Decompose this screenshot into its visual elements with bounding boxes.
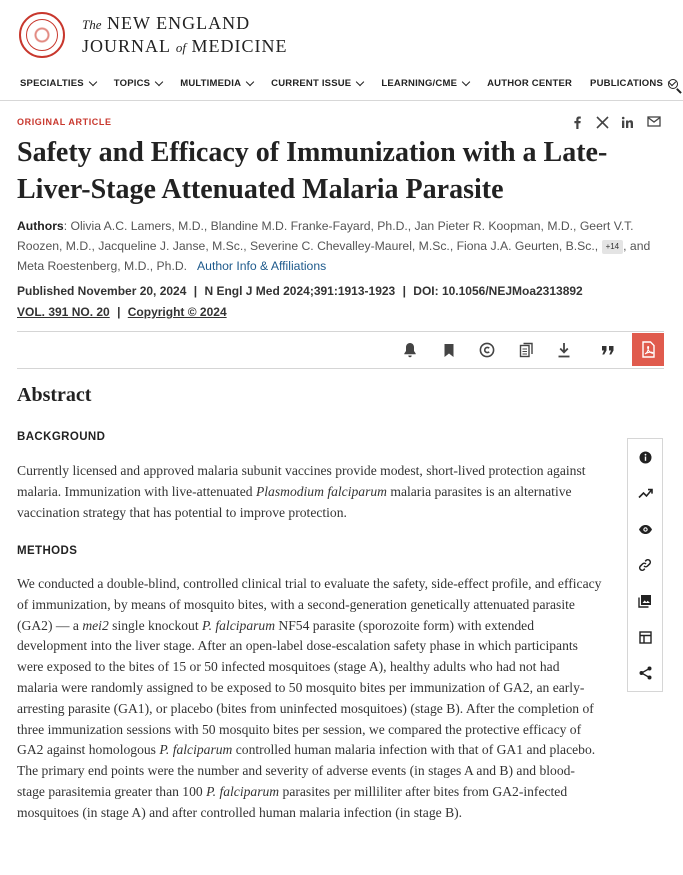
copy-icon[interactable]: [517, 341, 535, 359]
background-paragraph: [17, 461, 602, 523]
copyright-link[interactable]: Copyright © 2024: [127, 305, 227, 319]
article-tools-sidebar: [627, 438, 663, 692]
text-run: single knockout: [108, 617, 203, 633]
chevron-down-icon: [155, 78, 163, 86]
brand-of: of: [175, 40, 186, 55]
brand-journal: JOURNAL: [82, 36, 171, 56]
volume-link[interactable]: VOL. 391 NO. 20: [17, 305, 110, 319]
brand-wordmark[interactable]: [82, 13, 287, 59]
trending-icon[interactable]: [628, 475, 662, 511]
nav-label: TOPICS: [113, 78, 151, 89]
nav-current-issue[interactable]: [271, 78, 363, 89]
nav-label: AUTHOR CENTER: [487, 78, 573, 89]
link-icon[interactable]: [628, 547, 662, 583]
species-name: P. falciparum: [202, 617, 276, 633]
eye-icon[interactable]: [628, 511, 662, 547]
authors-last: , and Meta Roestenberg, M.D., Ph.D.: [17, 239, 651, 273]
species-name: P. falciparum: [206, 783, 280, 799]
share-icon[interactable]: [628, 655, 662, 691]
nejm-seal-logo[interactable]: [19, 12, 65, 58]
nav-specialties[interactable]: [20, 78, 96, 89]
bookmark-icon[interactable]: [440, 341, 458, 359]
publication-info: Published November 20, 2024 | N Engl J Med 2024;391:1913-1923 | DOI: 10.1056/NEJMoa2313892: [17, 284, 583, 298]
text-run: NF54 parasite (sporozoite form) with extended development into the liver stage. After an open-label dose-escalation safety phase in which participants were exposed to the bites of 15 or 50 infected mosquitoes (stage A), healthy adults who had not had malaria were randomly assigned to be exposed to 50 mosquito bites per immunization of GA2, an early-arresting parasite (GA1), or placebo (bites from uninfected mosquitoes) (stage B). After the completion of three immunization sessions with 50 mosquito bites per session, we compared the protective efficacy of GA2 against homologous: [17, 617, 594, 758]
methods-heading: METHODS: [17, 545, 78, 557]
text-run: controlled human malaria infection with that of GA1 and placebo. The primary end points were the number and severity of adverse events (in stages A and B) and blood-stage parasitemia greater than 100: [17, 742, 596, 799]
text-run: We conducted a double-blind, controlled clinical trial to evaluate the safety, side-effect profile, and efficacy of immunization, by means of mosquito bites, with a second-generation genetically attenuated parasite (GA2) — a: [17, 576, 602, 633]
volume-info: VOL. 391 NO. 20 | Copyright © 2024: [17, 305, 227, 319]
text-run: malaria parasites is an alternative vaccination strategy that has potential to improve protection.: [17, 483, 572, 520]
linkedin-icon[interactable]: [621, 116, 634, 129]
image-icon[interactable]: [628, 583, 662, 619]
authors-names: : Olivia A.C. Lamers, M.D., Blandine M.D. Franke-Fayard, Ph.D., Jan Pieter R. Koopman, M.D., Geert V.T. Roozen, M.D., Jacqueline J. Janse, M.Sc., Severine C. Chevalley-Maurel, M.Sc., Fiona J.A. Geurten, B.Sc.,: [17, 219, 634, 253]
pdf-icon[interactable]: [632, 333, 664, 366]
info-icon[interactable]: [628, 439, 662, 475]
header-divider: [0, 100, 683, 101]
published-date: Published November 20, 2024: [17, 284, 187, 298]
citation: N Engl J Med 2024;391:1913-1923: [204, 284, 396, 298]
background-heading: BACKGROUND: [17, 431, 106, 443]
bell-icon[interactable]: [401, 341, 419, 359]
author-affiliations-link[interactable]: Author Info & Affiliations: [197, 259, 327, 273]
brand-medicine: MEDICINE: [191, 36, 288, 56]
brand-line1: NEW ENGLAND: [107, 13, 251, 33]
nav-learning-cme[interactable]: [381, 78, 469, 89]
chevron-down-icon: [356, 78, 364, 86]
facebook-icon[interactable]: [572, 116, 582, 129]
toolbar-top-border: [17, 331, 664, 332]
authors-label: Authors: [17, 219, 64, 233]
text-run: Currently licensed and approved malaria subunit vaccines provide modest, short-lived protection against malaria. Immunization with live-attenuated: [17, 463, 586, 499]
article-type-label: ORIGINAL ARTICLE: [17, 117, 112, 127]
article-title: Safety and Efficacy of Immunization with a Late-Liver-Stage Attenuated Malaria Parasite: [17, 137, 608, 205]
chevron-down-icon: [89, 78, 97, 86]
nav-label: SPECIALTIES: [20, 78, 84, 89]
abstract-heading: Abstract: [17, 384, 92, 406]
author-list: [17, 216, 667, 276]
brand-the: The: [82, 17, 102, 32]
doi[interactable]: DOI: 10.1056/NEJMoa2313892: [413, 284, 583, 298]
chevron-down-icon: [246, 78, 254, 86]
species-name: Plasmodium falciparum: [255, 483, 387, 499]
email-icon[interactable]: [647, 116, 661, 127]
methods-paragraph: [17, 574, 602, 824]
species-name: P. falciparum: [159, 742, 233, 758]
nav-label: LEARNING/CME: [381, 78, 458, 89]
nav-publications[interactable]: [590, 78, 675, 89]
nav-topics[interactable]: [114, 78, 162, 89]
nav-label: CURRENT ISSUE: [271, 78, 352, 89]
main-nav: [20, 78, 683, 89]
download-icon[interactable]: [555, 341, 573, 359]
nav-multimedia[interactable]: [180, 78, 253, 89]
search-icon[interactable]: [668, 79, 678, 89]
nav-author-center[interactable]: [487, 78, 572, 89]
nav-label: MULTIMEDIA: [180, 78, 242, 89]
text-run: parasites per milliliter after bites from GA2-infected mosquitoes (in stage A) and after controlled human malaria infection (in stage B).: [17, 783, 568, 820]
copyright-icon[interactable]: [478, 341, 496, 359]
toolbar-bottom-border: [17, 368, 664, 369]
quote-icon[interactable]: [599, 341, 617, 359]
chevron-down-icon: [462, 78, 470, 86]
more-authors-button[interactable]: +14: [602, 240, 624, 254]
nav-label: PUBLICATIONS: [590, 78, 663, 89]
table-icon[interactable]: [628, 619, 662, 655]
x-icon[interactable]: [596, 116, 609, 129]
gene-name: mei2: [82, 617, 109, 633]
